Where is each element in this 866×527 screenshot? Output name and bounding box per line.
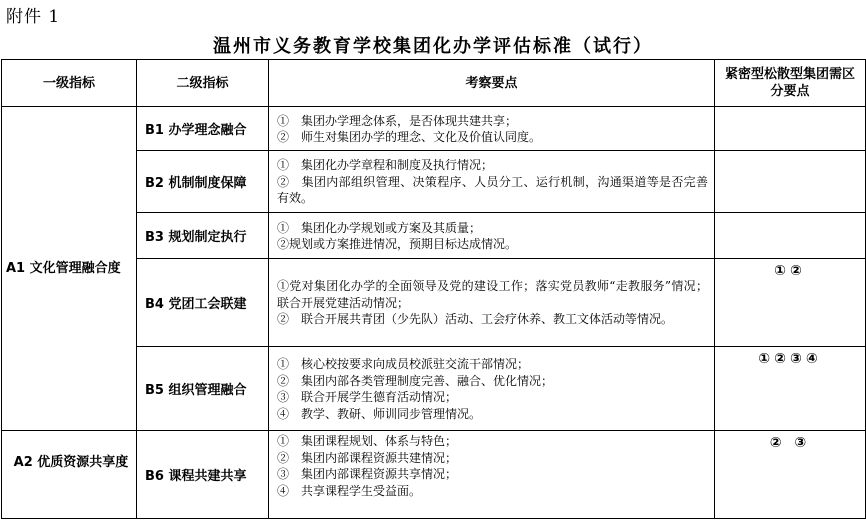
notes-b4: ①② [715,259,866,347]
header-points: 考察要点 [269,60,715,107]
points-b4 [269,259,715,347]
point-item: ② 集团内部课程资源共建情况； [277,450,458,465]
point-item: ④ 教学、教研、师训同步管理情况。 [277,406,482,421]
point-item: ② 集团内部各类管理制度完善、融合、优化情况； [277,373,554,388]
points-b6 [269,431,715,519]
point-item: ① 集团课程规划、体系与特色； [277,434,458,448]
document-title: 温州市义务教育学校集团化办学评估标准（试行） [213,36,653,57]
notes-b1 [715,107,866,151]
header-notes: 紧密型松散型集团需区分要点 [715,60,866,107]
level2-b2: B2 机制制度保障 [137,151,269,213]
point-item: ②规划或方案推进情况，预期目标达成情况。 [277,237,518,251]
point-item: ② 师生对集团办学的理念、文化及价值认同度。 [277,130,542,144]
point-item: ①党对集团化办学的全面领导及党的建设工作；落实党员教师“走教服务”情况；联合开展党建活动情况； [277,279,708,310]
header-level2: 二级指标 [137,60,269,107]
header-level1: 一级指标 [2,60,137,107]
points-b1 [269,107,715,151]
point-item: ③ 集团内部课程资源共享情况； [277,467,458,481]
points-b2 [269,151,715,213]
point-item: ① 集团办学理念体系，是否体现共建共享； [277,113,518,128]
level1-a1: A1 文化管理融合度 [2,107,137,431]
evaluation-table [1,59,866,519]
points-b3 [269,213,715,259]
level2-b1: B1 办学理念融合 [137,107,269,151]
level2-b5: B5 组织管理融合 [137,347,269,431]
point-item: ② 集团内部组织管理、决策程序、人员分工、运行机制，沟通渠道等是否完善有效。 [277,174,708,206]
point-item: ① 核心校按要求向成员校派驻交流干部情况； [277,357,530,371]
point-item: ④ 共享课程学生受益面。 [277,483,422,498]
attachment-label: 附件 1 [6,7,61,27]
header-row [2,60,866,107]
level2-b4: B4 党团工会联建 [137,259,269,347]
point-item: ② 联合开展共青团（少先队）活动、工会疗休养、教工文体活动等情况。 [277,312,674,327]
notes-b3 [715,213,866,259]
level1-a2: A2 优质资源共享度 [2,431,137,519]
table-row [2,431,866,519]
point-item: ① 集团化办学规划或方案及其质量； [277,220,482,235]
table-row [2,107,866,151]
notes-b2 [715,151,866,213]
level2-b3: B3 规划制定执行 [137,213,269,259]
points-b5 [269,347,715,431]
point-item: ① 集团化办学章程和制度及执行情况； [277,158,494,173]
notes-b6: ② ③ [715,431,866,519]
level2-b6: B6 课程共建共享 [137,431,269,519]
point-item: ③ 联合开展学生德育活动情况； [277,390,458,404]
notes-b5: ①②③④ [715,347,866,431]
